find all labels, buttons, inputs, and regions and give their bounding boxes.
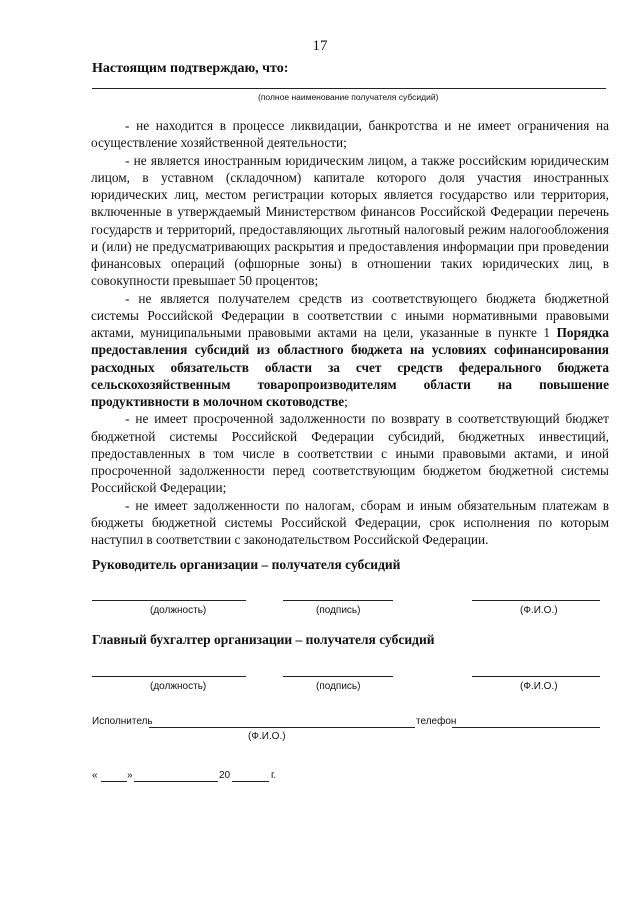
condition-item: - не имеет просроченной задолженности по возврату в соответствующий бюджет бюджетной системы Российской Федерации субсидий, бюджетных инвестиций, предоставленных в том числе в соответствии с иными правовыми актами, и иной просроченной задолженности перед соответствующим бюджетом бюджетной системы Российской Федерации; (91, 411, 609, 496)
condition-text: ; (344, 394, 348, 409)
date-close-quote: » (127, 770, 133, 781)
head-signature-caption: (подпись) (316, 605, 361, 616)
head-signature-line[interactable] (283, 600, 393, 601)
phone-label: телефон (416, 716, 457, 727)
condition-item (91, 290, 609, 411)
condition-item: - не имеет задолженности по налогам, сборам и иным обязательным платежам в бюджеты бюджетной системы Российской Федерации, срок исполнения по которым наступил в соответствии с законодательством Российской Федерации. (91, 497, 609, 547)
accountant-name-caption: (Ф.И.О.) (520, 681, 558, 692)
condition-item: - не находится в процессе ликвидации, банкротства и не имеет ограничения на осуществление хозяйственной деятельности; (91, 118, 609, 151)
accountant-position-line[interactable] (92, 676, 246, 677)
date-year-suffix: г. (271, 770, 277, 781)
procedure-title: Порядка предоставления субсидий из областного бюджета на условиях софинансирования расходных обязательств области за счет средств федерального бюджета сельскохозяйственным товаропроизводителям области на повышение продуктивности в молочном скотоводстве (91, 325, 609, 409)
head-signature-heading: Руководитель организации – получателя субсидий (92, 557, 401, 572)
date-year-prefix: 20 (219, 770, 231, 781)
executor-name-line[interactable] (149, 727, 415, 728)
head-name-line[interactable] (472, 600, 600, 601)
date-month-line[interactable] (134, 781, 218, 782)
executor-name-caption: (Ф.И.О.) (248, 731, 286, 742)
condition-text: - не является получателем средств из соответствующего бюджета бюджетной системы Российской Федерации в соответствии с иными нормативными правовыми актами, муниципальными правовыми актами на цели, указанные в пункте 1 (91, 290, 609, 340)
head-position-line[interactable] (92, 600, 246, 601)
accountant-signature-line[interactable] (283, 676, 393, 677)
head-name-caption: (Ф.И.О.) (520, 605, 558, 616)
date-day-line[interactable] (101, 781, 127, 782)
recipient-name-line[interactable] (92, 88, 606, 89)
confirm-heading: Настоящим подтверждаю, что: (92, 61, 289, 76)
condition-item: - не является иностранным юридическим лицом, а также российским юридическим лицом, в уставном (складочном) капитале которого доля участия иностранных юридических лиц, местом регистрации которых является государство или территория, включенные в утверждаемый Министерством финансов Российской Федерации перечень государств и территорий, предоставляющих льготный налоговый режим налогообложения и (или) не предусматривающих раскрытия и предоставления информации при проведении финансовых операций (офшорные зоны) в отношении таких юридических лиц, в совокупности превышает 50 процентов; (91, 152, 609, 289)
accountant-signature-caption: (подпись) (316, 681, 361, 692)
accountant-position-caption: (должность) (150, 681, 207, 692)
accountant-name-line[interactable] (472, 676, 600, 677)
page-number: 17 (312, 38, 328, 54)
recipient-caption: (полное наименование получателя субсидий) (258, 92, 439, 102)
accountant-signature-heading: Главный бухгалтер организации – получателя субсидий (92, 632, 435, 647)
conditions-list (91, 117, 609, 548)
head-position-caption: (должность) (150, 605, 207, 616)
date-open-quote: « (92, 770, 98, 781)
phone-line[interactable] (452, 727, 600, 728)
date-year-line[interactable] (232, 781, 269, 782)
executor-label: Исполнитель (92, 716, 153, 727)
